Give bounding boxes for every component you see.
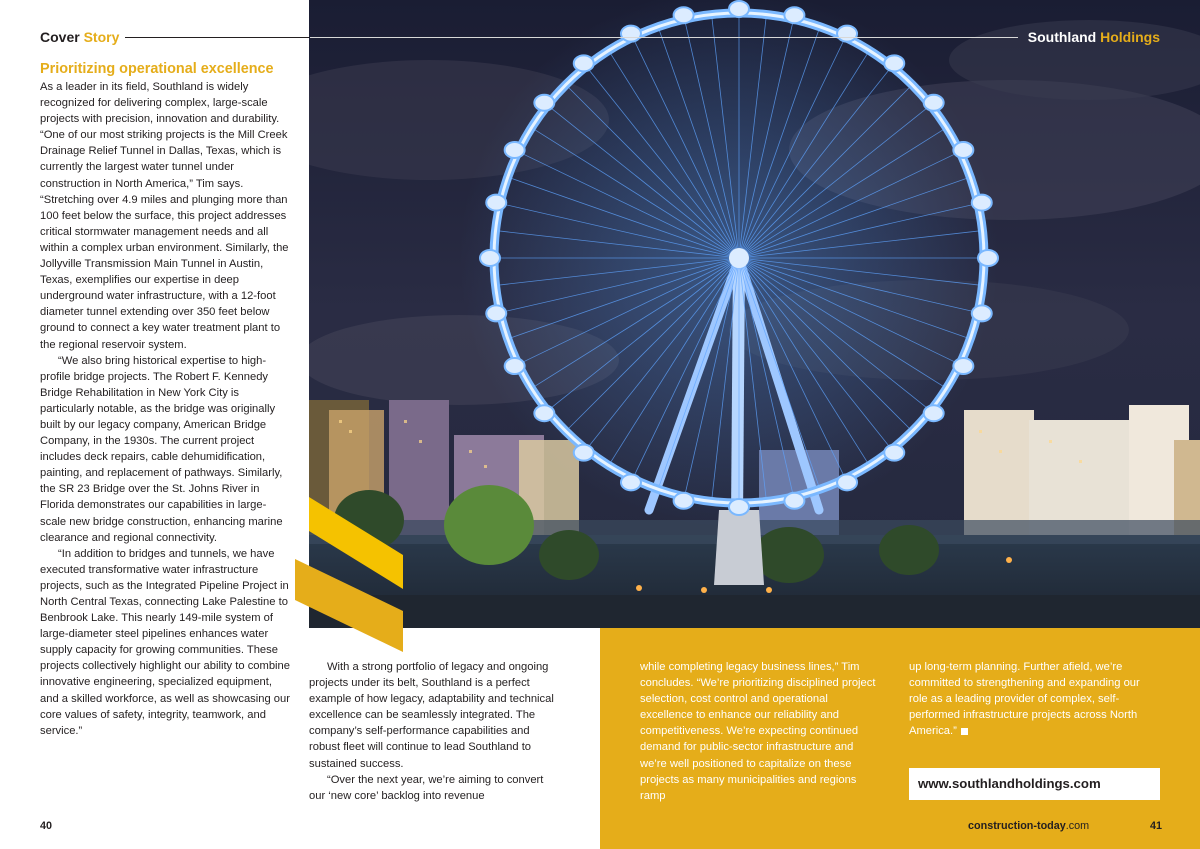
company-word: Southland — [1027, 29, 1097, 45]
wheel-cabin — [505, 358, 525, 374]
wheel-cabin — [972, 195, 992, 211]
wheel-cabin — [837, 26, 857, 42]
paragraph: while completing legacy business lines,” Tim concludes. “We’re prioritizing disciplined project selection, cost control and operational excellence to enhance our reliability and competitiveness. We’re expecting continued demand for public-sector infrastructure and we’re well positioned to capitalize on these projects as many municipalities and regions ramp — [640, 661, 876, 802]
wheel-cabin — [884, 445, 904, 461]
wheel-cabin — [505, 142, 525, 158]
website-box — [909, 768, 1160, 800]
wheel-cabin — [784, 7, 804, 23]
wheel-cabin — [674, 493, 694, 509]
wheel-cabin — [486, 305, 506, 321]
chevron-decoration — [295, 497, 405, 652]
paragraph: “In addition to bridges and tunnels, we have executed transformative water infrastructure projects, such as the Integrated Pipeline Project in North Central Texas, connecting Lake Palestine to Benbrook Lake. This nearly 149-mile system of large-diameter steel pipelines enhances water supply capacity for growing communities. These projects collectively highlight our ability to combine innovative engineering, specialized equipment, and a skilled workforce, as well as showcasing our core values of safety, integrity, teamwork, and service.” — [40, 547, 290, 737]
footer-site-name: construction-today — [968, 820, 1066, 832]
wheel-cabin — [972, 305, 992, 321]
wheel-cabin — [486, 195, 506, 211]
paragraph: With a strong portfolio of legacy and ongoing projects under its belt, Southland is a perfect example of how legacy, adaptability and technical excellence can be seamlessly integrated. The company’s self-performance capabilities and robust fleet will continue to lead Southland to sustained success. — [309, 661, 554, 770]
wheel-cabin — [534, 405, 554, 421]
paragraph: As a leader in its field, Southland is widely recognized for delivering complex, large-scale projects with precision, innovation and durability. “One of our most striking projects is the Mill Creek Drainage Relief Tunnel in Dallas, Texas, which is currently the largest water tunnel under construction in North America,” Tim says. “Stretching over 4.9 miles and plunging more than 100 feet below the surface, this project addresses critical stormwater management needs and all within a complex urban environment. Similarly, the Jollyville Transmission Main Tunnel in Austin, Texas, exemplifies our expertise in deep underground water infrastructure, with a 12-foot diameter tunnel extending over 350 feet below ground to connect a key water treatment plant to the regional reservoir system. — [40, 81, 289, 351]
article-column-2 — [309, 659, 561, 804]
wheel-cabin — [837, 474, 857, 490]
footer-site — [968, 820, 1089, 832]
wheel-cabin — [924, 95, 944, 111]
wheel-cabin — [574, 445, 594, 461]
wheel-cabin — [621, 26, 641, 42]
website-link[interactable]: www.southlandholdings.com — [918, 776, 1101, 791]
page-number-right: 41 — [1150, 820, 1163, 832]
wheel-cabin — [924, 405, 944, 421]
wheel-cabin — [953, 358, 973, 374]
wheel-cabin — [674, 7, 694, 23]
paragraph: “We also bring historical expertise to high-profile bridge projects. The Robert F. Kennedy Bridge Rehabilitation in New York City is particularly notable, as the bridge was originally built by our legacy company, American Bridge Company, in the 1930s. The current project includes deck repairs, cable dehumidification, painting, and replacement of pathways. Similarly, the SR 23 Bridge over the St. Johns River in Florida demonstrates our capabilities in large-scale new bridge construction, enhancing marine clearance and regional connectivity. — [40, 354, 283, 544]
end-mark-icon — [961, 728, 968, 735]
article-subhead: Prioritizing operational excellence — [40, 61, 274, 77]
article-column-1 — [40, 79, 292, 739]
wheel-cabin — [480, 250, 500, 266]
wheel-cabin — [978, 250, 998, 266]
wheel-cabin — [729, 499, 749, 515]
wheel-cabin — [784, 493, 804, 509]
ferris-wheel-photo — [309, 0, 1200, 628]
article-column-3 — [640, 659, 880, 804]
header-rule-left — [125, 37, 310, 38]
wheel-cabin — [953, 142, 973, 158]
company-accent: Holdings — [1100, 29, 1160, 45]
page-number-left: 40 — [40, 820, 53, 832]
wheel-cabin — [534, 95, 554, 111]
paragraph: “Over the next year, we’re aiming to convert our ‘new core’ backlog into revenue — [309, 773, 544, 802]
section-accent: Story — [83, 29, 120, 45]
header-rule-right — [310, 37, 1018, 38]
wheel-cabin — [621, 474, 641, 490]
footer-site-tld: .com — [1065, 820, 1090, 832]
section-label — [40, 29, 119, 45]
article-column-4 — [909, 659, 1157, 739]
wheel-cabin — [574, 55, 594, 71]
wheel-cabin — [884, 55, 904, 71]
section-word: Cover — [40, 29, 80, 45]
wheel-cabin — [729, 1, 749, 17]
company-label — [1028, 29, 1160, 45]
paragraph: up long-term planning. Further afield, we’re committed to strengthening and expanding our role as a leading provider of complex, self-performed infrastructure projects across North America.” — [909, 661, 1140, 738]
